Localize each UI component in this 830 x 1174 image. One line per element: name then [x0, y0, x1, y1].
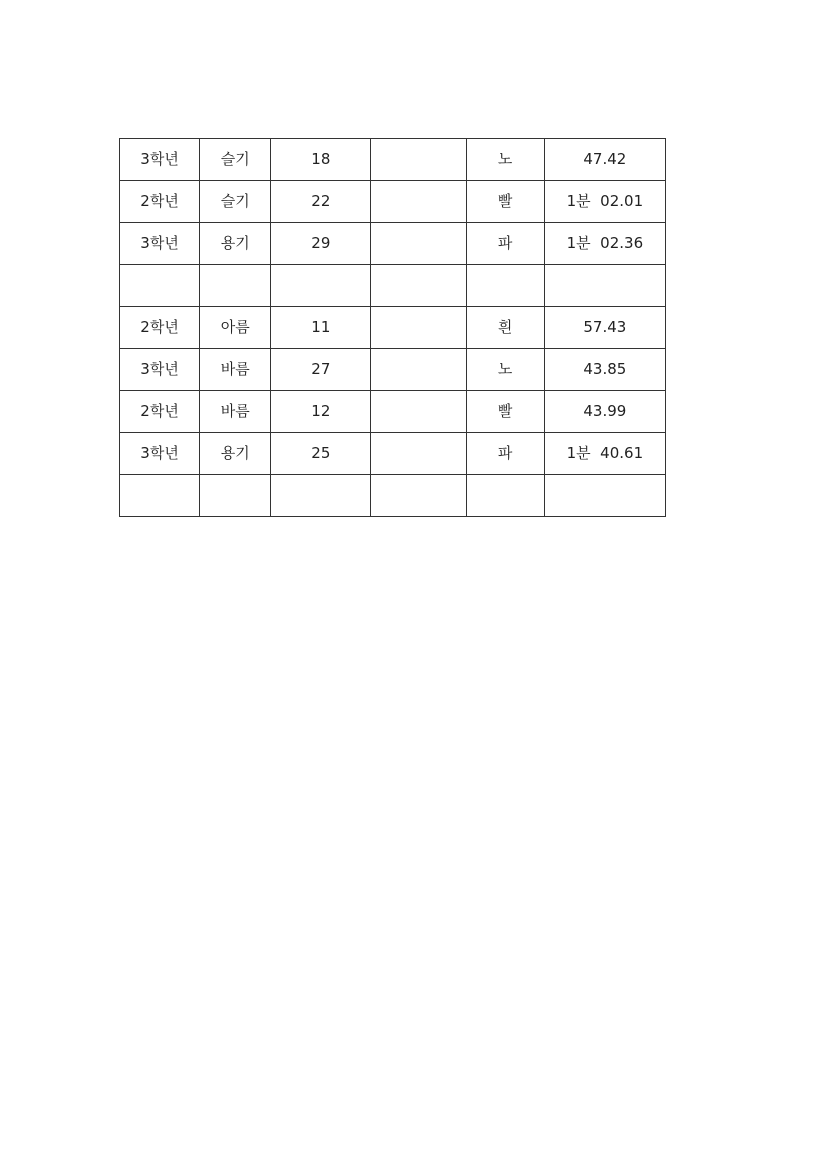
grade-cell: 3학년 — [120, 349, 200, 391]
time-cell — [544, 475, 665, 517]
number-cell: 11 — [271, 307, 371, 349]
empty-cell — [371, 139, 466, 181]
grade-cell: 3학년 — [120, 139, 200, 181]
team-cell — [200, 475, 271, 517]
time-cell — [544, 265, 665, 307]
time-cell: 57.43 — [544, 307, 665, 349]
number-cell: 27 — [271, 349, 371, 391]
grade-cell: 3학년 — [120, 223, 200, 265]
table-row — [120, 265, 666, 307]
color-cell: 흰 — [466, 307, 544, 349]
number-cell: 29 — [271, 223, 371, 265]
table-row — [120, 433, 666, 475]
color-cell: 빨 — [466, 391, 544, 433]
team-cell: 용기 — [200, 433, 271, 475]
color-cell: 노 — [466, 349, 544, 391]
empty-cell — [371, 391, 466, 433]
time-cell: 43.85 — [544, 349, 665, 391]
number-cell — [271, 265, 371, 307]
color-cell: 빨 — [466, 181, 544, 223]
team-cell: 바름 — [200, 391, 271, 433]
empty-cell — [371, 223, 466, 265]
time-cell: 1분 02.01 — [544, 181, 665, 223]
empty-cell — [371, 265, 466, 307]
team-cell: 바름 — [200, 349, 271, 391]
table-row — [120, 181, 666, 223]
empty-cell — [371, 349, 466, 391]
team-cell: 슬기 — [200, 139, 271, 181]
number-cell — [271, 475, 371, 517]
team-cell: 아름 — [200, 307, 271, 349]
color-cell: 파 — [466, 223, 544, 265]
table-row — [120, 223, 666, 265]
color-cell: 노 — [466, 139, 544, 181]
color-cell: 파 — [466, 433, 544, 475]
table-row — [120, 391, 666, 433]
empty-cell — [371, 433, 466, 475]
empty-cell — [371, 307, 466, 349]
results-table — [119, 138, 666, 517]
number-cell: 25 — [271, 433, 371, 475]
grade-cell: 2학년 — [120, 181, 200, 223]
number-cell: 22 — [271, 181, 371, 223]
color-cell — [466, 265, 544, 307]
grade-cell: 2학년 — [120, 307, 200, 349]
number-cell: 12 — [271, 391, 371, 433]
table-row — [120, 349, 666, 391]
empty-cell — [371, 475, 466, 517]
table-row — [120, 475, 666, 517]
number-cell: 18 — [271, 139, 371, 181]
team-cell — [200, 265, 271, 307]
team-cell: 용기 — [200, 223, 271, 265]
grade-cell — [120, 475, 200, 517]
time-cell: 43.99 — [544, 391, 665, 433]
grade-cell — [120, 265, 200, 307]
time-cell: 1분 02.36 — [544, 223, 665, 265]
color-cell — [466, 475, 544, 517]
grade-cell: 3학년 — [120, 433, 200, 475]
table-row — [120, 139, 666, 181]
table-row — [120, 307, 666, 349]
time-cell: 1분 40.61 — [544, 433, 665, 475]
empty-cell — [371, 181, 466, 223]
grade-cell: 2학년 — [120, 391, 200, 433]
team-cell: 슬기 — [200, 181, 271, 223]
time-cell: 47.42 — [544, 139, 665, 181]
